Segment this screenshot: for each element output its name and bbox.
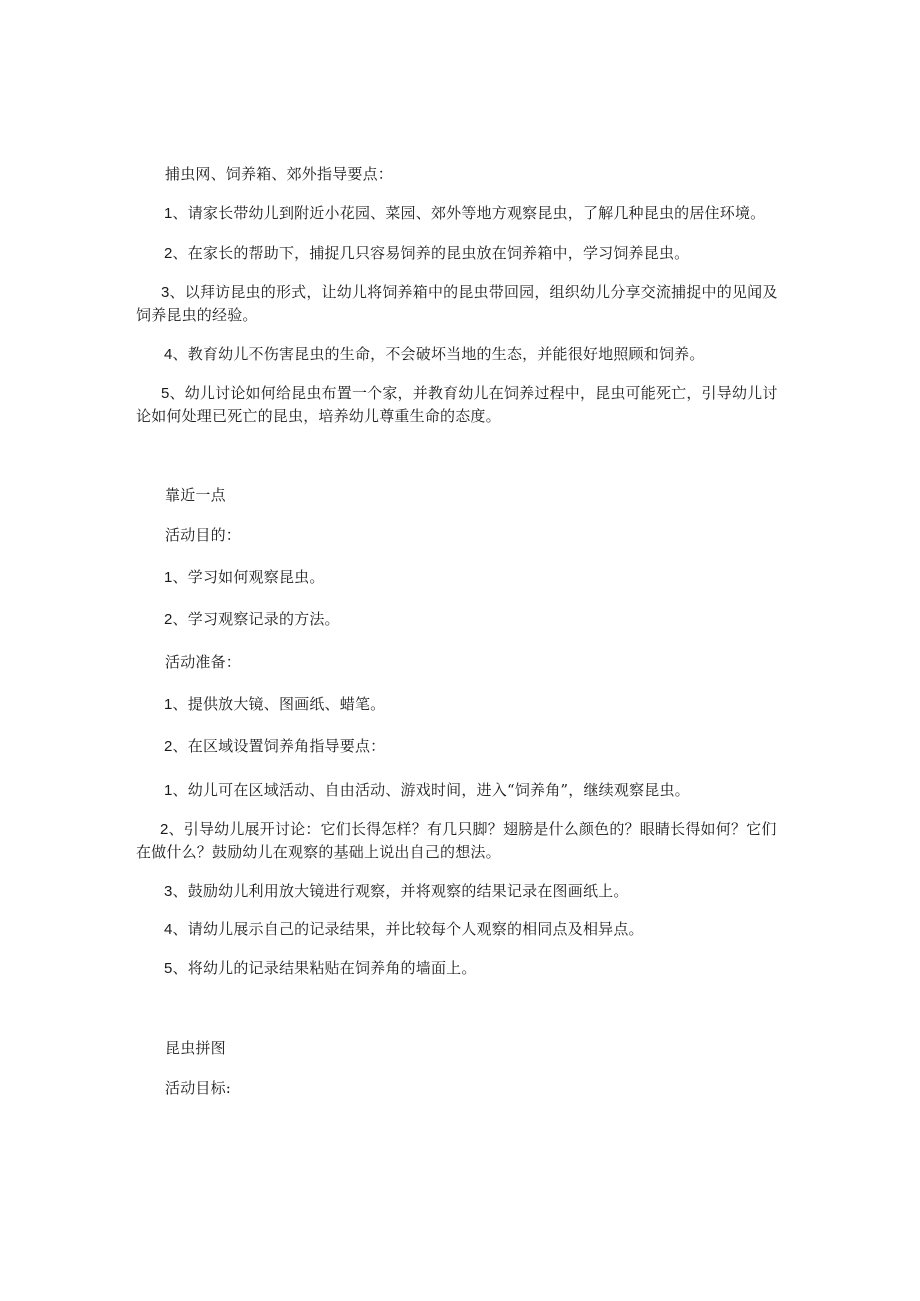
item-number: 2 xyxy=(164,611,173,628)
section1-item-1 xyxy=(164,201,765,226)
item-number: 4 xyxy=(164,346,173,363)
section3-goal-label: 活动目标: xyxy=(165,1079,232,1097)
item-text: 、将幼儿的记录结果粘贴在饲养角的墙面上。 xyxy=(172,959,477,977)
item-number: 1 xyxy=(164,569,173,586)
item-text: 、引导幼儿展开讨论：它们长得怎样？有几只脚？翅膀是什么颜色的？眼睛长得如何？它们 xyxy=(168,820,777,838)
section1-heading: 捕虫网、饲养箱、郊外指导要点： xyxy=(165,165,394,183)
section2-point-1 xyxy=(164,778,690,803)
item-number: 1 xyxy=(164,696,173,713)
section2-point-5 xyxy=(164,956,477,981)
item-text: 、请家长带幼儿到附近小花园、菜园、郊外等地方观察昆虫，了解几种昆虫的居住环境。 xyxy=(172,204,766,222)
section2-point-3 xyxy=(164,879,629,904)
section2-goal-1 xyxy=(164,565,325,590)
item-number: 3 xyxy=(164,883,173,900)
section1-item-3 xyxy=(161,280,778,305)
item-number: 4 xyxy=(164,921,173,938)
section2-point-2-continued: 在做什么？鼓励幼儿在观察的基础上说出自己的想法。 xyxy=(136,843,501,861)
section1-item-2 xyxy=(164,241,689,266)
section2-prep-1 xyxy=(164,692,385,717)
item-number: 3 xyxy=(161,284,170,301)
section2-point-4 xyxy=(164,917,644,942)
section1-item-3-continued: 饲养昆虫的经验。 xyxy=(136,306,258,324)
item-text: 、幼儿讨论如何给昆虫布置一个家，并教育幼儿在饲养过程中，昆虫可能死亡，引导幼儿讨 xyxy=(169,384,778,402)
item-text: 、鼓励幼儿利用放大镜进行观察，并将观察的结果记录在图画纸上。 xyxy=(172,882,629,900)
section3-title: 昆虫拼图 xyxy=(165,1039,226,1057)
item-text: 、学习观察记录的方法。 xyxy=(172,610,340,628)
item-text: 、教育幼儿不伤害昆虫的生命，不会破坏当地的生态，并能很好地照顾和饲养。 xyxy=(172,345,705,363)
section1-item-4 xyxy=(164,342,705,367)
item-number: 2 xyxy=(160,821,169,838)
section2-point-2 xyxy=(160,817,777,842)
section1-item-5-continued: 论如何处理已死亡的昆虫，培养幼儿尊重生命的态度。 xyxy=(136,407,501,425)
item-text: 、在区域设置饲养角指导要点： xyxy=(172,737,386,755)
section2-prep-label: 活动准备： xyxy=(165,653,242,671)
item-number: 5 xyxy=(161,385,170,402)
item-text: 、学习如何观察昆虫。 xyxy=(172,568,325,586)
item-text: 、请幼儿展示自己的记录结果，并比较每个人观察的相同点及相异点。 xyxy=(172,920,644,938)
item-text: 、提供放大镜、图画纸、蜡笔。 xyxy=(172,695,386,713)
section1-item-5 xyxy=(161,381,778,406)
item-number: 5 xyxy=(164,960,173,977)
section2-goal-label: 活动目的： xyxy=(165,526,242,544)
item-text: 、幼儿可在区域活动、自由活动、游戏时间，进入“饲养角”，继续观察昆虫。 xyxy=(172,781,690,799)
item-number: 1 xyxy=(164,782,173,799)
item-text: 、以拜访昆虫的形式，让幼儿将饲养箱中的昆虫带回园，组织幼儿分享交流捕捉中的见闻及 xyxy=(169,283,778,301)
section2-goal-2 xyxy=(164,607,340,632)
item-text: 、在家长的帮助下，捕捉几只容易饲养的昆虫放在饲养箱中，学习饲养昆虫。 xyxy=(172,244,690,262)
item-number: 2 xyxy=(164,738,173,755)
section2-title: 靠近一点 xyxy=(165,486,226,504)
section2-prep-2 xyxy=(164,734,385,759)
item-number: 2 xyxy=(164,245,173,262)
item-number: 1 xyxy=(164,205,173,222)
